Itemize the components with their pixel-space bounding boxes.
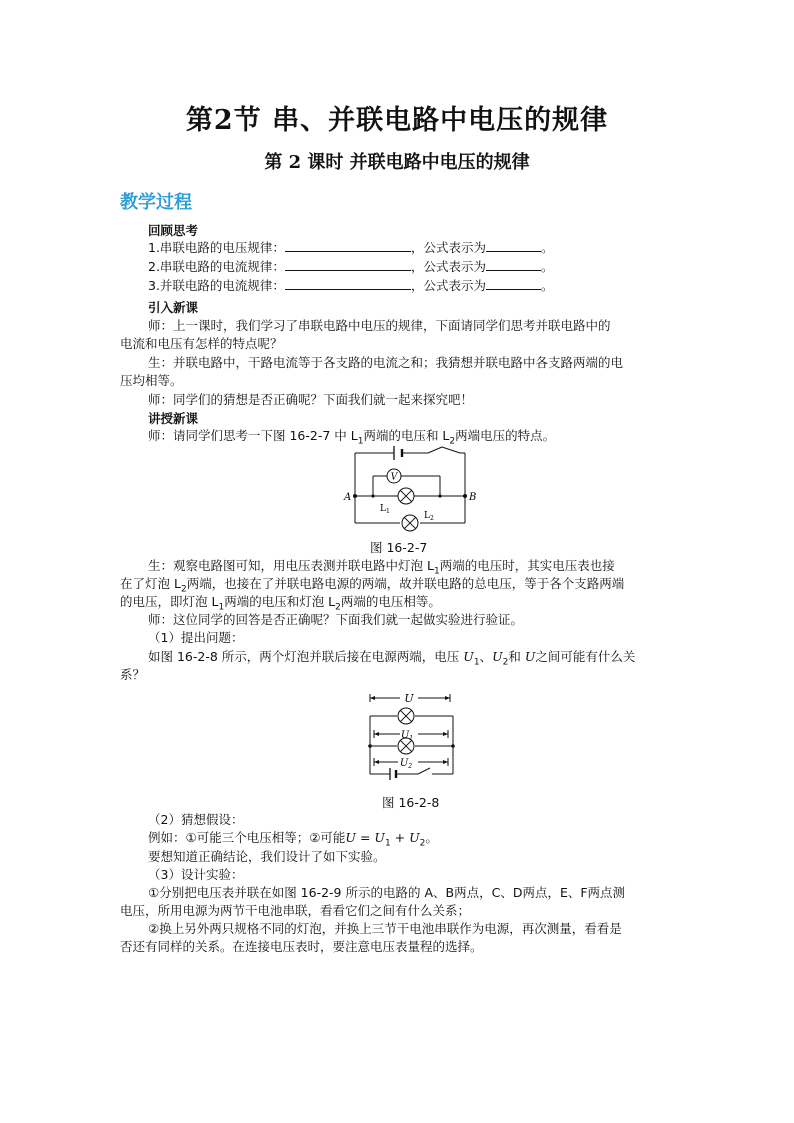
review-q1-label: 1.串联电路的电压规律： (148, 240, 285, 255)
intro-heading: 引入新课 (148, 300, 199, 315)
formula-blank (486, 239, 541, 252)
arrow-head (443, 732, 448, 736)
subscript: 2 (419, 838, 426, 849)
separator: 、 (479, 649, 493, 664)
voltage-u-label: U (404, 692, 414, 705)
teach-heading: 讲授新课 (148, 411, 199, 426)
page-title: 第2节 串、并联电路中电压的规律 (185, 105, 609, 136)
step3-line4: 否还有同样的关系。在连接电压表时，要注意电压表量程的选择。 (120, 939, 483, 954)
line-end: 。 (540, 259, 554, 274)
teach-p1-b: 两端的电压和 L (363, 428, 450, 443)
junction (438, 494, 441, 497)
step3-line1: ①分别把电压表并联在如图 16-2-9 所示的电路的 A、B两点，C、D两点，E、F两点测 (148, 885, 626, 900)
answer-l1-b: 两端的电压时，其实电压表也接 (439, 558, 615, 573)
var-u: U (524, 649, 536, 664)
review-heading: 回顾思考 (148, 223, 199, 238)
line-end: 。 (425, 830, 438, 845)
review-q2-label: 2.串联电路的电流规律： (148, 259, 285, 274)
formula-label: ，公式表示为 (410, 278, 486, 293)
formula-blank (486, 277, 541, 290)
formula-label: ，公式表示为 (410, 240, 486, 255)
answer-l3-b: 两端的电压和灯泡 L (224, 594, 336, 609)
subscript: 1 (384, 838, 391, 849)
answer-blank (285, 258, 411, 271)
figure-caption-16-2-7: 图 16-2-7 (370, 540, 428, 555)
subscript: 2 (180, 584, 187, 595)
step1-l1-a: 如图 16-2-8 所示，两个灯泡并联后接在电源两端，电压 (148, 649, 464, 664)
intro-p1-line2: 电流和电压有怎样的特点呢？ (120, 336, 283, 351)
var-u: U (492, 649, 503, 664)
step2-heading: （2）猜想假设： (148, 812, 244, 827)
step2-l1-a: 例如：①可能三个电压相等；②可能 (148, 830, 346, 845)
subscript: 2 (335, 602, 341, 613)
page-subtitle: 第 2 课时 并联电路中电压的规律 (264, 152, 530, 173)
voltage-u2-label: $U_2$ (399, 758, 413, 770)
arrow-head (443, 760, 448, 764)
step3-line2: 电压，所用电源为两节干电池串联，看看它们之间有什么关系； (120, 903, 471, 918)
subscript: 2 (449, 436, 456, 447)
intro-p3: 师：同学们的猜想是否正确呢？下面我们就一起来探究吧！ (148, 392, 474, 407)
answer-blank (285, 239, 411, 252)
point-b-label: B (469, 492, 477, 503)
circuit-figure-16-2-7 (330, 443, 490, 538)
teach-p1-a: 师：请同学们思考一下图 16-2-7 中 L (148, 428, 358, 443)
answer-blank (285, 277, 411, 290)
lamp-l1-label: $L_1$ (380, 504, 390, 515)
junction (451, 744, 455, 748)
step1-line1 (148, 648, 635, 672)
point-a-label: A (344, 492, 352, 503)
line-end: 。 (540, 278, 554, 293)
circuit-figure-16-2-8 (360, 690, 460, 790)
equals-sign: = (355, 830, 375, 845)
switch-blade (442, 447, 460, 453)
subscript: 1 (433, 566, 440, 577)
subscript: 1 (357, 436, 364, 447)
subscript: 1 (473, 657, 480, 668)
answer-l1-a: 生：观察电路图可知，用电压表测并联电路中灯泡 L (148, 558, 434, 573)
answer-l3-c: 两端的电压相等。 (340, 594, 441, 609)
junction-a (353, 494, 357, 498)
review-question-1 (148, 239, 553, 257)
review-q3-label: 3.并联电路的电流规律： (148, 278, 285, 293)
junction (371, 494, 374, 497)
formula-label: ，公式表示为 (410, 259, 486, 274)
intro-p2-line2: 压均相等。 (120, 373, 183, 388)
figure-caption-16-2-8: 图 16-2-8 (382, 795, 440, 810)
section-heading: 教学过程 (120, 192, 192, 213)
step2-line2: 要想知道正确结论，我们设计了如下实验。 (148, 849, 386, 864)
step1-l1-b: 之间可能有什么关 (535, 649, 636, 664)
var-u: U (374, 830, 385, 845)
subscript: 2 (502, 657, 509, 668)
voltmeter-label: V (390, 472, 398, 483)
step1-line2: 系？ (120, 667, 146, 682)
var-u: U (463, 649, 474, 664)
intro-p2-line1: 生：并联电路中，干路电流等于各支路的电流之和；我猜想并联电路中各支路两端的电 (148, 355, 624, 370)
voltage-u1-label: $U_1$ (400, 730, 414, 742)
lamp-l2-label: $L_2$ (424, 511, 434, 522)
junction-b (463, 494, 467, 498)
teach-p1-c: 两端电压的特点。 (455, 428, 556, 443)
step1-heading: （1）提出问题： (148, 630, 244, 645)
junction (368, 744, 372, 748)
answer-l2-b: 两端，也接在了并联电路电源的两端，故并联电路的总电压，等于各个支路两端 (186, 576, 625, 591)
plus-sign: + (390, 830, 410, 845)
conjunction: 和 (508, 649, 525, 664)
step3-line3: ②换上另外两只规格不同的灯泡，并换上三节干电池串联作为电源，再次测量，看看是 (148, 921, 622, 936)
arrow-head (374, 732, 379, 736)
var-u: U (409, 830, 420, 845)
arrow-head (374, 760, 379, 764)
arrow-head (370, 696, 375, 700)
step3-heading: （3）设计实验： (148, 867, 244, 882)
var-u: U (345, 830, 356, 845)
formula-blank (486, 258, 541, 271)
answer-line4: 师：这位同学的回答是否正确呢？下面我们就一起做实验进行验证。 (148, 612, 524, 627)
intro-p1-line1: 师：上一课时，我们学习了串联电路中电压的规律，下面请同学们思考并联电路中的 (148, 318, 611, 333)
switch-blade (418, 768, 430, 774)
review-question-2 (148, 258, 553, 276)
review-question-3 (148, 277, 553, 295)
answer-l3-a: 的电压，即灯泡 L (120, 594, 219, 609)
subscript: 1 (218, 602, 225, 613)
line-end: 。 (540, 240, 554, 255)
answer-l2-a: 在了灯泡 L (120, 576, 181, 591)
arrow-head (445, 696, 450, 700)
